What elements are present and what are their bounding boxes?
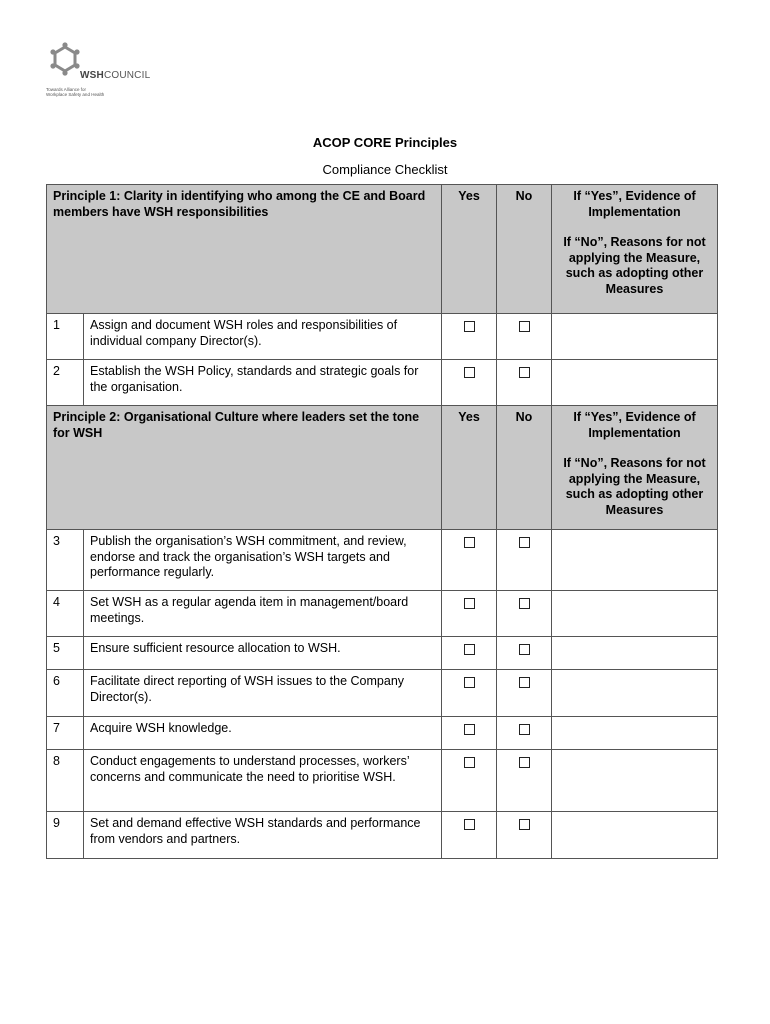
yes-checkbox-cell <box>442 530 497 591</box>
evidence-cell[interactable] <box>552 637 718 670</box>
evidence-cell[interactable] <box>552 591 718 637</box>
compliance-checklist-table <box>46 184 718 859</box>
item-text: Publish the organisation’s WSH commitment, and review, endorse and track the organisation’s WSH targets and performance regularly. <box>84 530 442 591</box>
no-checkbox[interactable] <box>519 644 530 655</box>
item-text: Facilitate direct reporting of WSH issues to the Company Director(s). <box>84 670 442 717</box>
no-checkbox-cell <box>497 670 552 717</box>
item-number: 6 <box>47 670 84 717</box>
item-text: Assign and document WSH roles and responsibilities of individual company Director(s). <box>84 314 442 360</box>
logo-wordmark: WSHCOUNCIL <box>80 70 151 81</box>
yes-checkbox[interactable] <box>464 644 475 655</box>
item-text: Set and demand effective WSH standards and performance from vendors and partners. <box>84 812 442 859</box>
no-checkbox[interactable] <box>519 677 530 688</box>
no-column-header: No <box>497 185 552 314</box>
yes-checkbox-cell <box>442 750 497 812</box>
no-checkbox-cell <box>497 530 552 591</box>
table-row <box>47 750 718 812</box>
yes-checkbox[interactable] <box>464 321 475 332</box>
yes-column-header: Yes <box>442 406 497 530</box>
evidence-column-header <box>552 185 718 314</box>
evidence-no-label: If “No”, Reasons for not applying the Measure, such as adopting other Measures <box>563 456 706 517</box>
evidence-cell[interactable] <box>552 360 718 406</box>
yes-checkbox-cell <box>442 591 497 637</box>
yes-checkbox[interactable] <box>464 537 475 548</box>
no-checkbox[interactable] <box>519 321 530 332</box>
yes-checkbox-cell <box>442 670 497 717</box>
document-subtitle: Compliance Checklist <box>322 162 448 177</box>
table-row <box>47 360 718 406</box>
wsh-council-logo <box>44 42 164 104</box>
yes-checkbox-cell <box>442 637 497 670</box>
yes-checkbox[interactable] <box>464 367 475 378</box>
hexagon-logo-icon <box>48 42 82 76</box>
no-checkbox[interactable] <box>519 819 530 830</box>
item-number: 8 <box>47 750 84 812</box>
evidence-cell[interactable] <box>552 812 718 859</box>
item-number: 5 <box>47 637 84 670</box>
no-checkbox-cell <box>497 591 552 637</box>
item-text: Establish the WSH Policy, standards and strategic goals for the organisation. <box>84 360 442 406</box>
yes-checkbox-cell <box>442 314 497 360</box>
item-number: 7 <box>47 717 84 750</box>
no-checkbox[interactable] <box>519 598 530 609</box>
no-checkbox-cell <box>497 360 552 406</box>
evidence-no-label: If “No”, Reasons for not applying the Measure, such as adopting other Measures <box>563 235 706 296</box>
yes-checkbox[interactable] <box>464 819 475 830</box>
no-checkbox[interactable] <box>519 537 530 548</box>
item-text: Acquire WSH knowledge. <box>84 717 442 750</box>
item-text: Set WSH as a regular agenda item in management/board meetings. <box>84 591 442 637</box>
item-number: 2 <box>47 360 84 406</box>
principle-heading: Principle 2: Organisational Culture where leaders set the tone for WSH <box>47 406 442 530</box>
table-row <box>47 530 718 591</box>
principle-heading: Principle 1: Clarity in identifying who among the CE and Board members have WSH responsibilities <box>47 185 442 314</box>
table-row <box>47 314 718 360</box>
evidence-cell[interactable] <box>552 670 718 717</box>
no-checkbox-cell <box>497 314 552 360</box>
evidence-cell[interactable] <box>552 314 718 360</box>
evidence-cell[interactable] <box>552 530 718 591</box>
no-checkbox-cell <box>497 717 552 750</box>
table-row <box>47 717 718 750</box>
evidence-cell[interactable] <box>552 717 718 750</box>
table-row <box>47 670 718 717</box>
yes-checkbox[interactable] <box>464 724 475 735</box>
yes-column-header: Yes <box>442 185 497 314</box>
item-number: 4 <box>47 591 84 637</box>
document-title: ACOP CORE Principles <box>312 135 458 150</box>
no-checkbox-cell <box>497 812 552 859</box>
item-number: 3 <box>47 530 84 591</box>
evidence-cell[interactable] <box>552 750 718 812</box>
evidence-column-header <box>552 406 718 530</box>
no-checkbox-cell <box>497 637 552 670</box>
no-checkbox[interactable] <box>519 757 530 768</box>
logo-tagline: Towards Alliance for Workplace Safety and Health <box>46 87 105 97</box>
no-checkbox[interactable] <box>519 367 530 378</box>
evidence-yes-label: If “Yes”, Evidence of Implementation <box>573 410 696 440</box>
item-number: 1 <box>47 314 84 360</box>
evidence-yes-label: If “Yes”, Evidence of Implementation <box>573 189 696 219</box>
yes-checkbox[interactable] <box>464 757 475 768</box>
yes-checkbox[interactable] <box>464 598 475 609</box>
item-number: 9 <box>47 812 84 859</box>
yes-checkbox-cell <box>442 812 497 859</box>
no-column-header: No <box>497 406 552 530</box>
no-checkbox[interactable] <box>519 724 530 735</box>
yes-checkbox[interactable] <box>464 677 475 688</box>
table-row <box>47 637 718 670</box>
no-checkbox-cell <box>497 750 552 812</box>
yes-checkbox-cell <box>442 717 497 750</box>
item-text: Conduct engagements to understand processes, workers’ concerns and communicate the need to prioritise WSH. <box>84 750 442 812</box>
table-row <box>47 812 718 859</box>
yes-checkbox-cell <box>442 360 497 406</box>
principle-2-header-row <box>47 406 718 530</box>
table-row <box>47 591 718 637</box>
principle-1-header-row <box>47 185 718 314</box>
item-text: Ensure sufficient resource allocation to WSH. <box>84 637 442 670</box>
